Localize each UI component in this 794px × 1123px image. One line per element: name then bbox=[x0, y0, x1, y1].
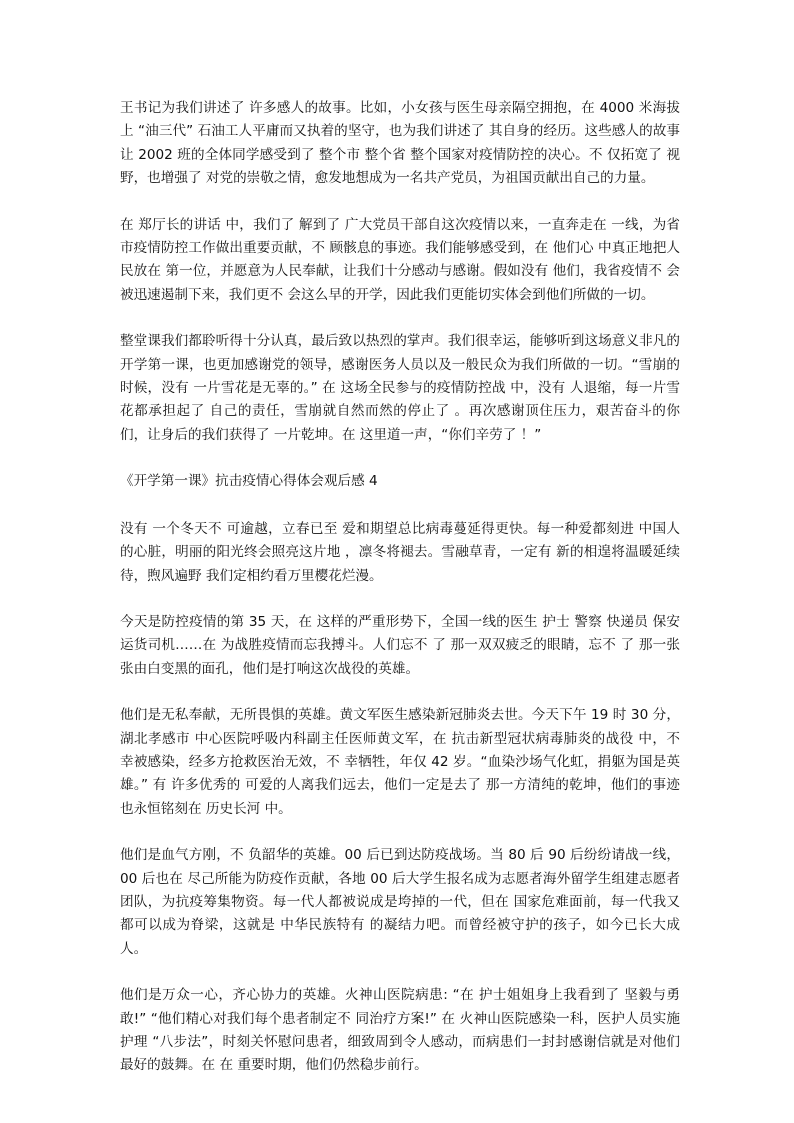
paragraph-6: 他们是无私奉献，无所畏惧的英雄。黄文军医生感染新冠肺炎去世。今天下午 19 时 30 分，湖北孝感市 中心医院呼吸内科副主任医师黄文军，在 抗击新型冠状病毒肺炎的战役 中，不 幸被感染，经多方抢救医治无效，不 幸牺牲，年仅 42 岁。“血染沙场气化虹，捐躯为国是英雄。” 有 许多优秀的 可爱的人离我们远去，他们一定是去了 那一方清纯的乾坤，他们的事迹也永恒铭刻在 历史长河 中。 bbox=[120, 707, 680, 817]
paragraph-3: 整堂课我们都聆听得十分认真，最后致以热烈的掌声。我们很幸运，能够听到这场意义非凡的开学第一课，也更加感谢党的领导，感谢医务人员以及一般民众为我们所做的一切。“雪崩的时候，没有 一片雪花是无辜的。” 在 这场全民参与的疫情防控战 中，没有 人退缩，每一片雪花都承担起了 自己的责任，雪崩就自然而然的停止了 。再次感谢顶住压力，艰苦奋斗的你们，让身后的我们获得了 一片乾坤。在 这里道一声，“你们辛劳了 ！” bbox=[120, 333, 680, 443]
paragraph-8: 他们是万众一心，齐心协力的英雄。火神山医院病患: “在 护士姐姐身上我看到了 坚毅与勇敢!” “他们精心对我们每个患者制定不 同治疗方案!” 在 火神山医院感染一科，医护人员实施护理 “八步法”，时刻关怀慰问患者，细致周到令人感动，而病患们一封封感谢信就是对他们最好的鼓舞。在 在 重要时期，他们仍然稳步前行。 bbox=[120, 987, 680, 1074]
paragraph-2: 在 郑厅长的讲话 中，我们了 解到了 广大党员干部自这次疫情以来，一直奔走在 一线，为省市疫情防控工作做出重要贡献，不 顾骸息的事迹。我们能够感受到，在 他们心 中真正地把人民放在 第一位，并愿意为人民奉献，让我们十分感动与感谢。假如没有 他们，我省疫情不 会被迅速遏制下来，我们更不 会这么早的开学，因此我们更能切实体会到他们所做的一切。 bbox=[120, 216, 680, 303]
paragraph-5: 今天是防控疫情的第 35 天，在 这样的严重形势下，全国一线的医生 护士 警察 快递员 保安 运货司机……在 为战胜疫情而忘我搏斗。人们忘不 了 那一双双疲乏的眼睛，忘不 了 那一张张由白变黑的面孔，他们是打响这次战役的英雄。 bbox=[120, 613, 680, 677]
document-body bbox=[120, 97, 680, 1101]
paragraph-4: 没有 一个冬天不 可逾越，立春已至 爱和期望总比病毒蔓延得更快。每一种爱都刻进 中国人的心脏，明丽的阳光终会照亮这片地 ，凛冬将褪去。雪融草青，一定有 新的相遑将温暖延续待，煦风遍野 我们定相约看万里樱花烂漫。 bbox=[120, 520, 680, 584]
paragraph-7: 他们是血气方刚，不 负韶华的英雄。00 后已到达防疫战场。当 80 后 90 后纷纷请战一线，00 后也在 尽己所能为防疫作贡献，各地 00 后大学生报名成为志愿者海外留学生组建志愿者团队，为抗疫筹集物资。每一代人都被说成是垮掉的一代，但在 国家危难面前，每一代我又都可以成为脊梁，这就是 中华民族特有 的凝结力吧。而曾经被守护的孩子，如今已长大成人。 bbox=[120, 847, 680, 957]
paragraph-1: 王书记为我们讲述了 许多感人的故事。比如，小女孩与医生母亲隔空拥抱，在 4000 米海拔上 “油三代” 石油工人平庸而又执着的坚守，也为我们讲述了 其自身的经历。这些感人的故事让 2002 班的全体同学感受到了 整个市 整个省 整个国家对疫情防控的决心。不 仅拓宽了 视野，也增强了 对党的崇敬之情，愈发地想成为一名共产党员，为祖国贡献出自己的力量。 bbox=[120, 100, 680, 187]
section-heading: 《开学第一课》抗击疫情心得体会观后感 4 bbox=[120, 473, 378, 490]
